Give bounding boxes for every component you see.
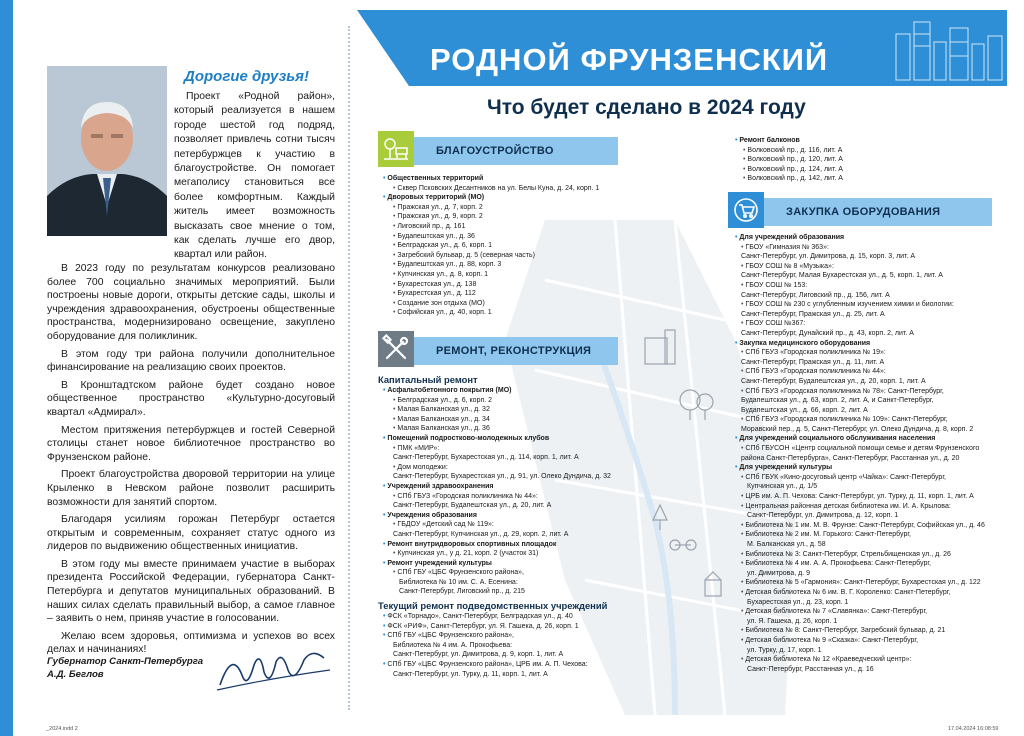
section-header-zakupka xyxy=(728,192,992,228)
portrait-image xyxy=(47,66,167,236)
list-item: М. Балканская ул., д. 58 xyxy=(747,541,826,548)
section-header-blagoustroistvo xyxy=(378,131,618,167)
cart-icon xyxy=(728,192,764,228)
list-item: Санкт-Петербург, ул. Димитрова, д. 12, корп. 1 xyxy=(747,512,899,520)
list-item: • Библиотека № 8: Санкт-Петербург, Загребский бульвар, д. 21 xyxy=(741,627,946,635)
handwritten-signature-icon xyxy=(212,640,332,700)
list-item: Санкт-Петербург, Бухарестская ул., д. 114, корп. 1, лит. А xyxy=(393,454,579,462)
current-repair-heading: Текущий ремонт подведомственных учреждений xyxy=(378,600,608,612)
culture-items xyxy=(735,473,1010,674)
letter-paragraph: В Кронштадтском районе будет создано новое общественное пространство «Культурно-досуговый квартал «Адмирал». xyxy=(47,379,335,418)
list-item: • Волковский пр., д. 142, лит. А xyxy=(743,175,843,183)
blago-items xyxy=(383,203,623,318)
capital-repair-heading: Капитальный ремонт xyxy=(378,374,478,385)
list-item: • Учреждения образования xyxy=(383,511,477,519)
tools-icon xyxy=(378,331,414,367)
list-item: • СПб ГБУЗ «Городская поликлиника № 78»: Санкт-Петербург, xyxy=(741,387,944,395)
letter-body xyxy=(47,262,335,661)
list-item: • Библиотека № 5 «Гармония»: Санкт-Петербург, Бухарестская ул., д. 122 xyxy=(741,579,981,587)
governor-photo xyxy=(47,66,167,236)
signature-block xyxy=(47,655,203,681)
list-item: Санкт-Петербург, Лиговский пр., д. 215 xyxy=(399,588,525,596)
list-item: • Центральная районная детская библиотека им. И. А. Крылова: xyxy=(741,502,951,510)
list-item: • Библиотека № 2 им. М. Горького: Санкт-Петербург, xyxy=(741,531,911,539)
zakupka-list xyxy=(735,233,1010,674)
list-item: • ГБДОУ «Детский сад № 119»: xyxy=(393,521,494,529)
list-item: • Детская библиотека № 6 им. В. Г. Короленко: Санкт-Петербург, xyxy=(741,588,951,596)
list-item: • Ремонт балконов xyxy=(735,137,800,144)
page-subtitle: Что будет сделано в 2024 году xyxy=(487,96,806,119)
list-item: • Белградская ул., д. 6, корп. 1 xyxy=(393,242,493,250)
letter-paragraph: В 2023 году по результатам конкурсов реализовано более 700 социально значимых мероприятий. Были построены новые дороги, открыты детские сады, школы и учреждения здравоохранения, обустроены общественные пространства, модернизировано освещение, закуплено оборудование для поликлиник. xyxy=(47,263,335,342)
list-item: Библиотека № 4 им. А. Прокофьева: xyxy=(393,641,513,649)
list-item: • Волковский пр., д. 124, лит. А xyxy=(743,165,843,173)
list-item: • ЦРБ им. А. П. Чехова: Санкт-Петербург, ул. Турку, д. 11, корп. 1, лит. А xyxy=(741,493,974,501)
list-item: • Пражская ул., д. 9, корп. 2 xyxy=(393,213,483,221)
list-item: • Библиотека № 3: Санкт-Петербург, Стрельбищенская ул., д. 26 xyxy=(741,550,951,558)
section-header-remont xyxy=(378,331,618,367)
list-item: • Детская библиотека № 12 «Краеведческий центр»: xyxy=(741,656,912,664)
list-item: • СПб ГБУ «ЦБС Фрунзенского района», xyxy=(393,569,524,577)
list-item: Санкт-Петербург, Будапештская ул., д. 20, лит. А xyxy=(393,502,552,510)
section-title: ЗАКУПКА ОБОРУДОВАНИЯ xyxy=(764,198,992,226)
list-item: • СПб ГБУК «Кино-досуговый центр «Чайка»: Санкт-Петербург, xyxy=(741,473,946,481)
list-item: • Асфальтобетонного покрытия (МО) xyxy=(383,387,512,394)
list-item: • ГБОУ СОШ № 230 с углубленным изучением химии и биологии: xyxy=(741,301,954,309)
park-icon xyxy=(378,131,414,167)
list-item: • ГБОУ СОШ № 8 «Музыка»: xyxy=(741,262,834,270)
left-edge-bar xyxy=(0,0,13,736)
letter-paragraph: Местом притяжения петербуржцев и гостей Северной столицы станет новое библиотечное пространство во Фрунзенском районе. xyxy=(47,424,335,463)
remont-list xyxy=(378,374,648,679)
list-item: ул. Я. Гашека, д. 26, корп. 1 xyxy=(747,617,838,625)
blagoustroistvo-list xyxy=(383,174,623,318)
list-item: • Библиотека № 4 им. А. А. Прокофьева: Санкт-Петербург, xyxy=(741,560,931,568)
list-item: ул. Димитрова, д. 9 xyxy=(747,569,810,577)
list-item: Санкт-Петербург, Бухарестская ул., д. 91, ул. Олеко Дундича, д. 32 xyxy=(393,473,611,481)
list-item: • ГБОУ СОШ № 153: xyxy=(741,281,808,289)
list-item: • Будапештская ул., д. 36 xyxy=(393,232,475,240)
list-item: • СПб ГБУСОН «Центр социальной помощи семье и детям Фрунзенского xyxy=(741,445,980,453)
list-item: • Общественных территорий xyxy=(383,175,484,182)
list-item: • Дворовых территорий (МО) xyxy=(383,194,485,202)
list-item: • Купчинская ул., д. 8, корп. 1 xyxy=(393,270,489,278)
list-item: • Бухарестская ул., д. 138 xyxy=(393,280,477,288)
list-item: • Закупка медицинского оборудования xyxy=(735,339,871,347)
signature-role: Губернатор Санкт-Петербурга xyxy=(47,656,204,667)
list-item: • Помещений подростково-молодежных клубов xyxy=(383,434,550,442)
list-item: • Софийская ул., д. 40, корп. 1 xyxy=(393,309,492,317)
list-item: • СПб ГБУ «ЦБС Фрунзенского района», ЦРБ им. А. П. Чехова: xyxy=(383,661,588,669)
list-item: • Библиотека № 1 им. М. В. Фрунзе: Санкт-Петербург, Софийская ул., д. 46 xyxy=(741,521,985,529)
intro-paragraph: Проект «Родной район», который реализуется в нашем городе шестой год подряд, позволяет привлечь сотни тысяч петербуржцев к участию в благоустройстве. Он помогает мегаполису становиться все более комфортным. Каждый житель имеет возможность высказать свое мнение о том, как сделать лучше его двор, квартал или район. xyxy=(174,91,335,261)
list-item: района Санкт-Петербурга», Санкт-Петербург, Расстанная ул., д. 20 xyxy=(741,454,960,462)
list-item: • ГБОУ «Гимназия № 363»: xyxy=(741,243,829,251)
list-item: • Волковский пр., д. 120, лит. А xyxy=(743,156,843,164)
list-item: • СПб ГБУЗ «Городская поликлиника № 44»: xyxy=(393,492,538,500)
list-item: • Будапештская ул., д. 88, корп. 3 xyxy=(393,261,502,269)
list-item: • Загребский бульвар, д. 5 (северная часть) xyxy=(393,251,535,259)
list-item: Санкт-Петербург, Пражская ул., д. 25, лит. А xyxy=(741,310,885,318)
list-item: Санкт-Петербург, Расстанная ул., д. 16 xyxy=(747,665,874,673)
letter-paragraph: В этом году три района получили дополнительное финансирование на реализацию своих проектов. xyxy=(47,348,335,374)
list-item: • Для учреждений образования xyxy=(735,234,845,241)
list-item: Купчинская ул., д. 1/5 xyxy=(747,483,818,491)
list-item: • Ремонт внутридворовых спортивных площадок xyxy=(383,540,557,548)
list-item: • ФСК «Торнадо», Санкт-Петербург, Белградская ул., д. 40 xyxy=(383,613,573,621)
letter-paragraph: Благодаря усилиям горожан Петербург остается открытым и современным, сохраняет статус одного из лидеров по выдвижению общественных инициатив. xyxy=(47,514,335,553)
list-item: • Сквер Псковских Десантников на ул. Белы Куна, д. 24, корп. 1 xyxy=(393,184,600,192)
signature-name: А.Д. Беглов xyxy=(47,669,104,680)
list-item: • ФСК «РИФ», Санкт-Петербург, ул. Я. Гашека, д. 26, корп. 1 xyxy=(383,622,579,630)
list-item: Санкт-Петербург, Пражская ул., д. 11, лит. А xyxy=(741,358,885,366)
list-item: • Для учреждений культуры xyxy=(735,464,833,472)
letter-paragraph: Желаю всем здоровья, оптимизма и успехов во всех делах и начинаниях! xyxy=(47,630,335,656)
list-item: • Волковский пр., д. 116, лит. А xyxy=(743,146,843,154)
list-item: Санкт-Петербург, Дунайский пр., д. 43, корп. 2, лит. А xyxy=(741,329,914,337)
list-item: Санкт-Петербург, Будапештская ул., д. 20, корп. 1, лит. А xyxy=(741,377,926,385)
list-item: Санкт-Петербург, ул. Турку, д. 11, корп. 1, лит. А xyxy=(393,670,548,678)
list-item: • СПб ГБУЗ «Городская поликлиника № 19»: xyxy=(741,349,886,357)
list-item: • Ремонт учреждений культуры xyxy=(383,559,492,567)
list-item: • Малая Балканская ул., д. 32 xyxy=(393,406,490,414)
list-item: • Лиговский пр., д. 161 xyxy=(393,222,466,230)
letter-paragraph: В этом году мы вместе принимаем участие в выборах президента Российской Федерации, губернатора Санкт-Петербурга и депутатов муниципальных образований. В наших силах сделать правильный выбор, а самое главное – заявить о нем, приняв участие в голосовании. xyxy=(47,558,335,625)
list-item: • Пражская ул., д. 7, корп. 2 xyxy=(393,203,483,211)
list-item: Библиотека № 10 им. С. А. Есенина: xyxy=(399,578,518,586)
greeting-heading: Дорогие друзья! xyxy=(184,68,309,85)
list-item: Будапештская ул., д. 66, корп. 2, лит. А xyxy=(741,406,868,414)
list-item: Санкт-Петербург, ул. Димитрова, д. 9, корп. 1, лит. А xyxy=(393,651,564,659)
list-item: • Для учреждений социального обслуживания населения xyxy=(735,435,936,443)
balcony-items xyxy=(735,146,1005,184)
asphalt-items xyxy=(383,396,648,434)
list-item: Моравский пер., д. 5, Санкт-Петербург, ул. Олеко Дундича, д. 8, корп. 2 xyxy=(741,425,974,433)
section-title: БЛАГОУСТРОЙСТВО xyxy=(414,137,618,165)
list-item: • Учреждений здравоохранения xyxy=(383,482,494,490)
list-item: • Создание зон отдыха (МО) xyxy=(393,299,485,307)
list-item: Будапештская ул., д. 63, корп. 2, лит. А, и Санкт-Петербург, xyxy=(741,397,934,405)
governor-letter xyxy=(47,60,337,700)
column-divider xyxy=(348,26,350,710)
list-item: Санкт-Петербург, ул. Димитрова, д. 15, корп. 3, лит. А xyxy=(741,253,916,261)
list-item: • Малая Балканская ул., д. 36 xyxy=(393,425,490,433)
list-item: • СПб ГБУЗ «Городская поликлиника № 44»: xyxy=(741,368,886,376)
list-item: • СПб ГБУЗ «Городская поликлиника № 109»: Санкт-Петербург, xyxy=(741,416,948,424)
list-item: Санкт-Петербург, Лиговский пр., д. 156, лит. А xyxy=(741,291,890,299)
footer-file: _2024.indd 2 xyxy=(46,726,78,732)
balcony-list xyxy=(735,136,1005,184)
list-item: • Детская библиотека № 7 «Славянка»: Санкт-Петербург, xyxy=(741,608,928,616)
letter-paragraph: Проект благоустройства дворовой территории на улице Крыленко в Невском районе позволит расширить возможности для занятий спортом. xyxy=(47,469,335,508)
list-item: Бухарестская ул., д. 23, корп. 1 xyxy=(747,598,849,606)
list-item: • Белградская ул., д. 6, корп. 2 xyxy=(393,396,493,404)
list-item: Санкт-Петербург, Купчинская ул., д. 29, корп. 2, лит. А xyxy=(393,530,569,538)
list-item: • СПб ГБУ «ЦБС Фрунзенского района», xyxy=(383,632,514,640)
list-item: Санкт-Петербург, Малая Бухарестская ул., д. 5, корп. 1, лит. А xyxy=(741,272,943,280)
list-item: • ПМК «МИР»: xyxy=(393,444,440,452)
list-item: ул. Турку, д. 17, корп. 1 xyxy=(747,646,822,654)
list-item: • Дом молодежи: xyxy=(393,463,448,471)
list-item: • Малая Балканская ул., д. 34 xyxy=(393,415,490,423)
list-item: • Детская библиотека № 9 «Сказка»: Санкт-Петербург, xyxy=(741,636,919,644)
section-title: РЕМОНТ, РЕКОНСТРУКЦИЯ xyxy=(414,337,618,365)
footer-timestamp: 17.04.2024 16:08:59 xyxy=(948,726,999,732)
page-title: РОДНОЙ ФРУНЗЕНСКИЙ xyxy=(430,42,829,77)
list-item: • Купчинская ул., у д. 21, корп. 2 (участок 31) xyxy=(393,550,539,558)
city-skyline-icon xyxy=(890,14,1005,82)
list-item: • Бухарестская ул., д. 112 xyxy=(393,290,476,298)
list-item: • ГБОУ СОШ №367: xyxy=(741,320,806,328)
